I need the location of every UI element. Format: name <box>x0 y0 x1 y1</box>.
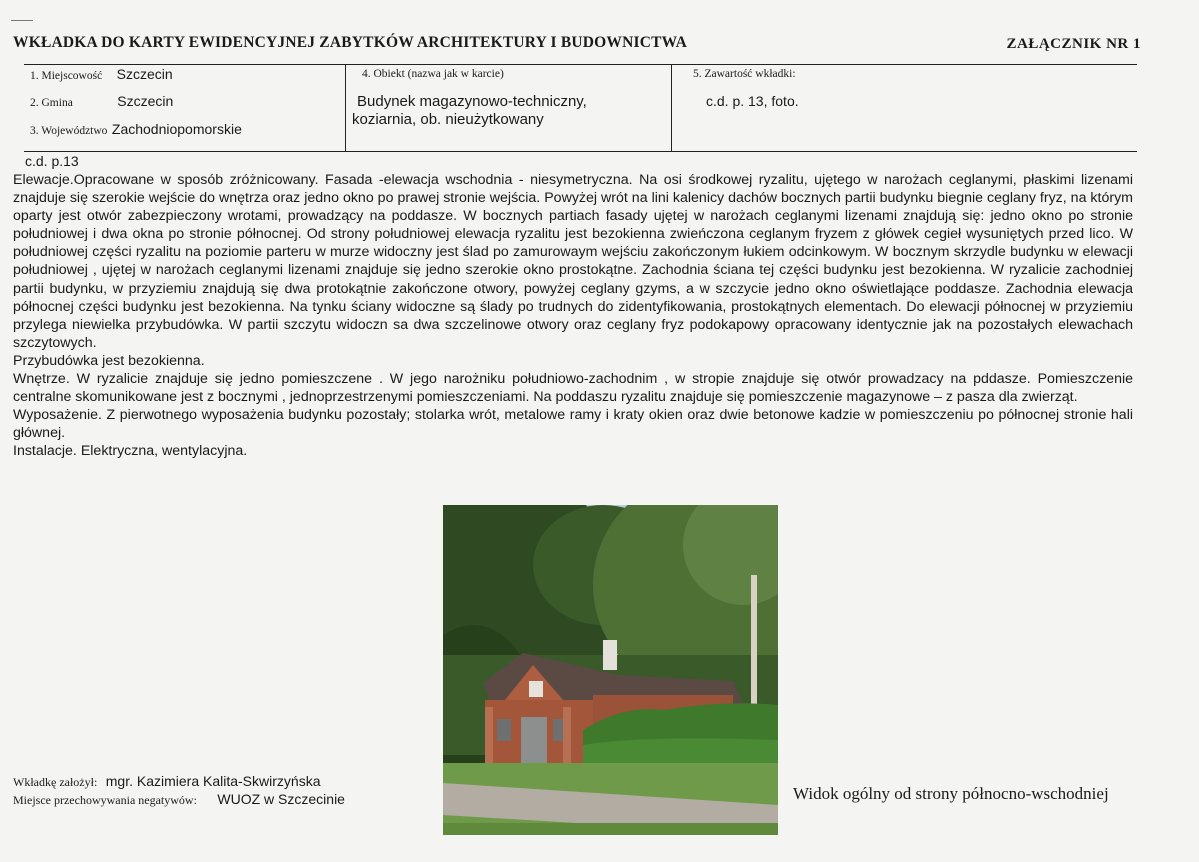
commune-label: 2. Gmina <box>30 97 73 109</box>
negatives-value: WUOZ w Szczecinie <box>217 791 345 807</box>
document-title: WKŁADKA DO KARTY EWIDENCYJNEJ ZABYTKÓW ARCHITEKTURY I BUDOWNICTWA <box>13 34 688 51</box>
installations-paragraph: Instalacje. Elektryczna, wentylacyjna. <box>13 443 248 460</box>
table-divider <box>345 65 346 151</box>
commune-value: Szczecin <box>117 93 174 109</box>
photo-caption: Widok ogólny od strony północno-wschodniej <box>793 784 1109 803</box>
elevations-paragraph: Elewacje.Opracowane w sposób zróżnicowany. Fasada -elewacja wschodnia - niesymetryczna. Na osi środkowej ryzalitu, ujętego w narożach ceglanymi, płaskimi lizenami znajduje się szerokie wejście do wnętrza oraz jedno okno po prawej stronie wejścia. Powyżej wrót na lini kalenicy dachów bocznych partii budynku biegnie ceglany fryz, na którym oparty jest otwór zabezpieczony wrotami, prowadzący na poddasze. W bocznych partiach fasady ujętej w narożach ceglanymi lizenami znajdują się: jedno okno po stronie południowej i dwa okna po stronie północnej. Od strony południowej elewacja ryzalitu jest bezokienna zwieńczona ceglanym fryzem z główek cegieł wysuniętych przed lico. W południowej części ryzalitu na poziomie parteru w murze widoczny jest ślad po zamurowaym wejściu zakończonym łukiem odcinkowym. W bocznym skrzydle budynku w elewacji południowej , ujętej w narożach ceglanymi lizenami znajduje się jedno szerokie okno prostokątne. Zachodnia ściana tej części budynku jest bezokienna. W ryzalicie zachodniej partii budynku, w przyziemiu znajdują się dwa protokątnie zakończone otwory, powyżej ceglany gzyms, a w szczycie jedno okno oświetlające poddasze. Zachodnia elewacja północnej części budynku jest bezokienna. Na tynku ściany widoczne są ślady po trudnych do zidentyfikowania, prostokątnych elementach. Do elewacji północnej w przyziemiu przylega niewielka przybudówka. W partii szczytu widoczn sa dwa szczelinowe otwory oraz ceglany fryz podokapowy opracowany identycznie jak na pozostałych elewachach szczytowych. <box>13 172 1133 351</box>
description-text <box>13 171 1133 461</box>
interior-paragraph: Wnętrze. W ryzalicie znajduje się jedno pomieszczene . W jego narożniku południowo-zachodnim , w stropie znajduje się otwór prowadzacy na pddasze. Pomieszczenie centralne skomunikowane jest z bocznymi , jednoprzestrzenymi pomieszczeniami. Na poddaszu ryzalitu znajduje się pomieszczenie magazynowe – z pasza dla zwierząt. <box>13 371 1133 406</box>
object-value-line-2: koziarnia, ob. nieużytkowany <box>352 111 544 128</box>
place-value: Szczecin <box>116 66 173 82</box>
object-label: 4. Obiekt (nazwa jak w karcie) <box>362 68 504 80</box>
table-bottom-rule <box>24 151 1137 152</box>
voivodeship-label: 3. Województwo <box>30 125 108 137</box>
object-value-line-1: Budynek magazynowo-techniczny, <box>357 93 587 110</box>
voivodeship-value: Zachodniopomorskie <box>111 121 242 137</box>
corner-mark <box>11 20 33 21</box>
author-label: Wkładkę założył: <box>13 775 98 789</box>
place-label: 1. Miejscowość <box>30 70 103 82</box>
voivodeship-field <box>30 121 242 139</box>
equipment-paragraph: Wyposażenie. Z pierwotnego wyposażenia budynku pozostały; stolarka wrót, metalowe ramy i kraty okien oraz dwie betonowe kadzie w pomieszczeniu po północnej stronie hali głównej. <box>13 407 1133 442</box>
content-label: 5. Zawartość wkładki: <box>693 68 796 80</box>
table-divider <box>671 65 672 151</box>
annex-paragraph: Przybudówka jest bezokienna. <box>13 352 205 369</box>
author-field <box>13 773 320 791</box>
building-photo-image <box>443 505 778 835</box>
negatives-label: Miejsce przechowywania negatywów: <box>13 793 197 807</box>
table-top-rule <box>24 64 1137 65</box>
building-photo <box>443 505 778 835</box>
content-value: c.d. p. 13, foto. <box>706 93 799 109</box>
commune-field <box>30 93 173 111</box>
negatives-field <box>13 791 345 809</box>
annex-number: ZAŁĄCZNIK NR 1 <box>1006 36 1141 52</box>
place-field <box>30 66 173 84</box>
author-value: mgr. Kazimiera Kalita-Skwirzyńska <box>105 773 321 789</box>
continuation-note: c.d. p.13 <box>25 153 79 169</box>
